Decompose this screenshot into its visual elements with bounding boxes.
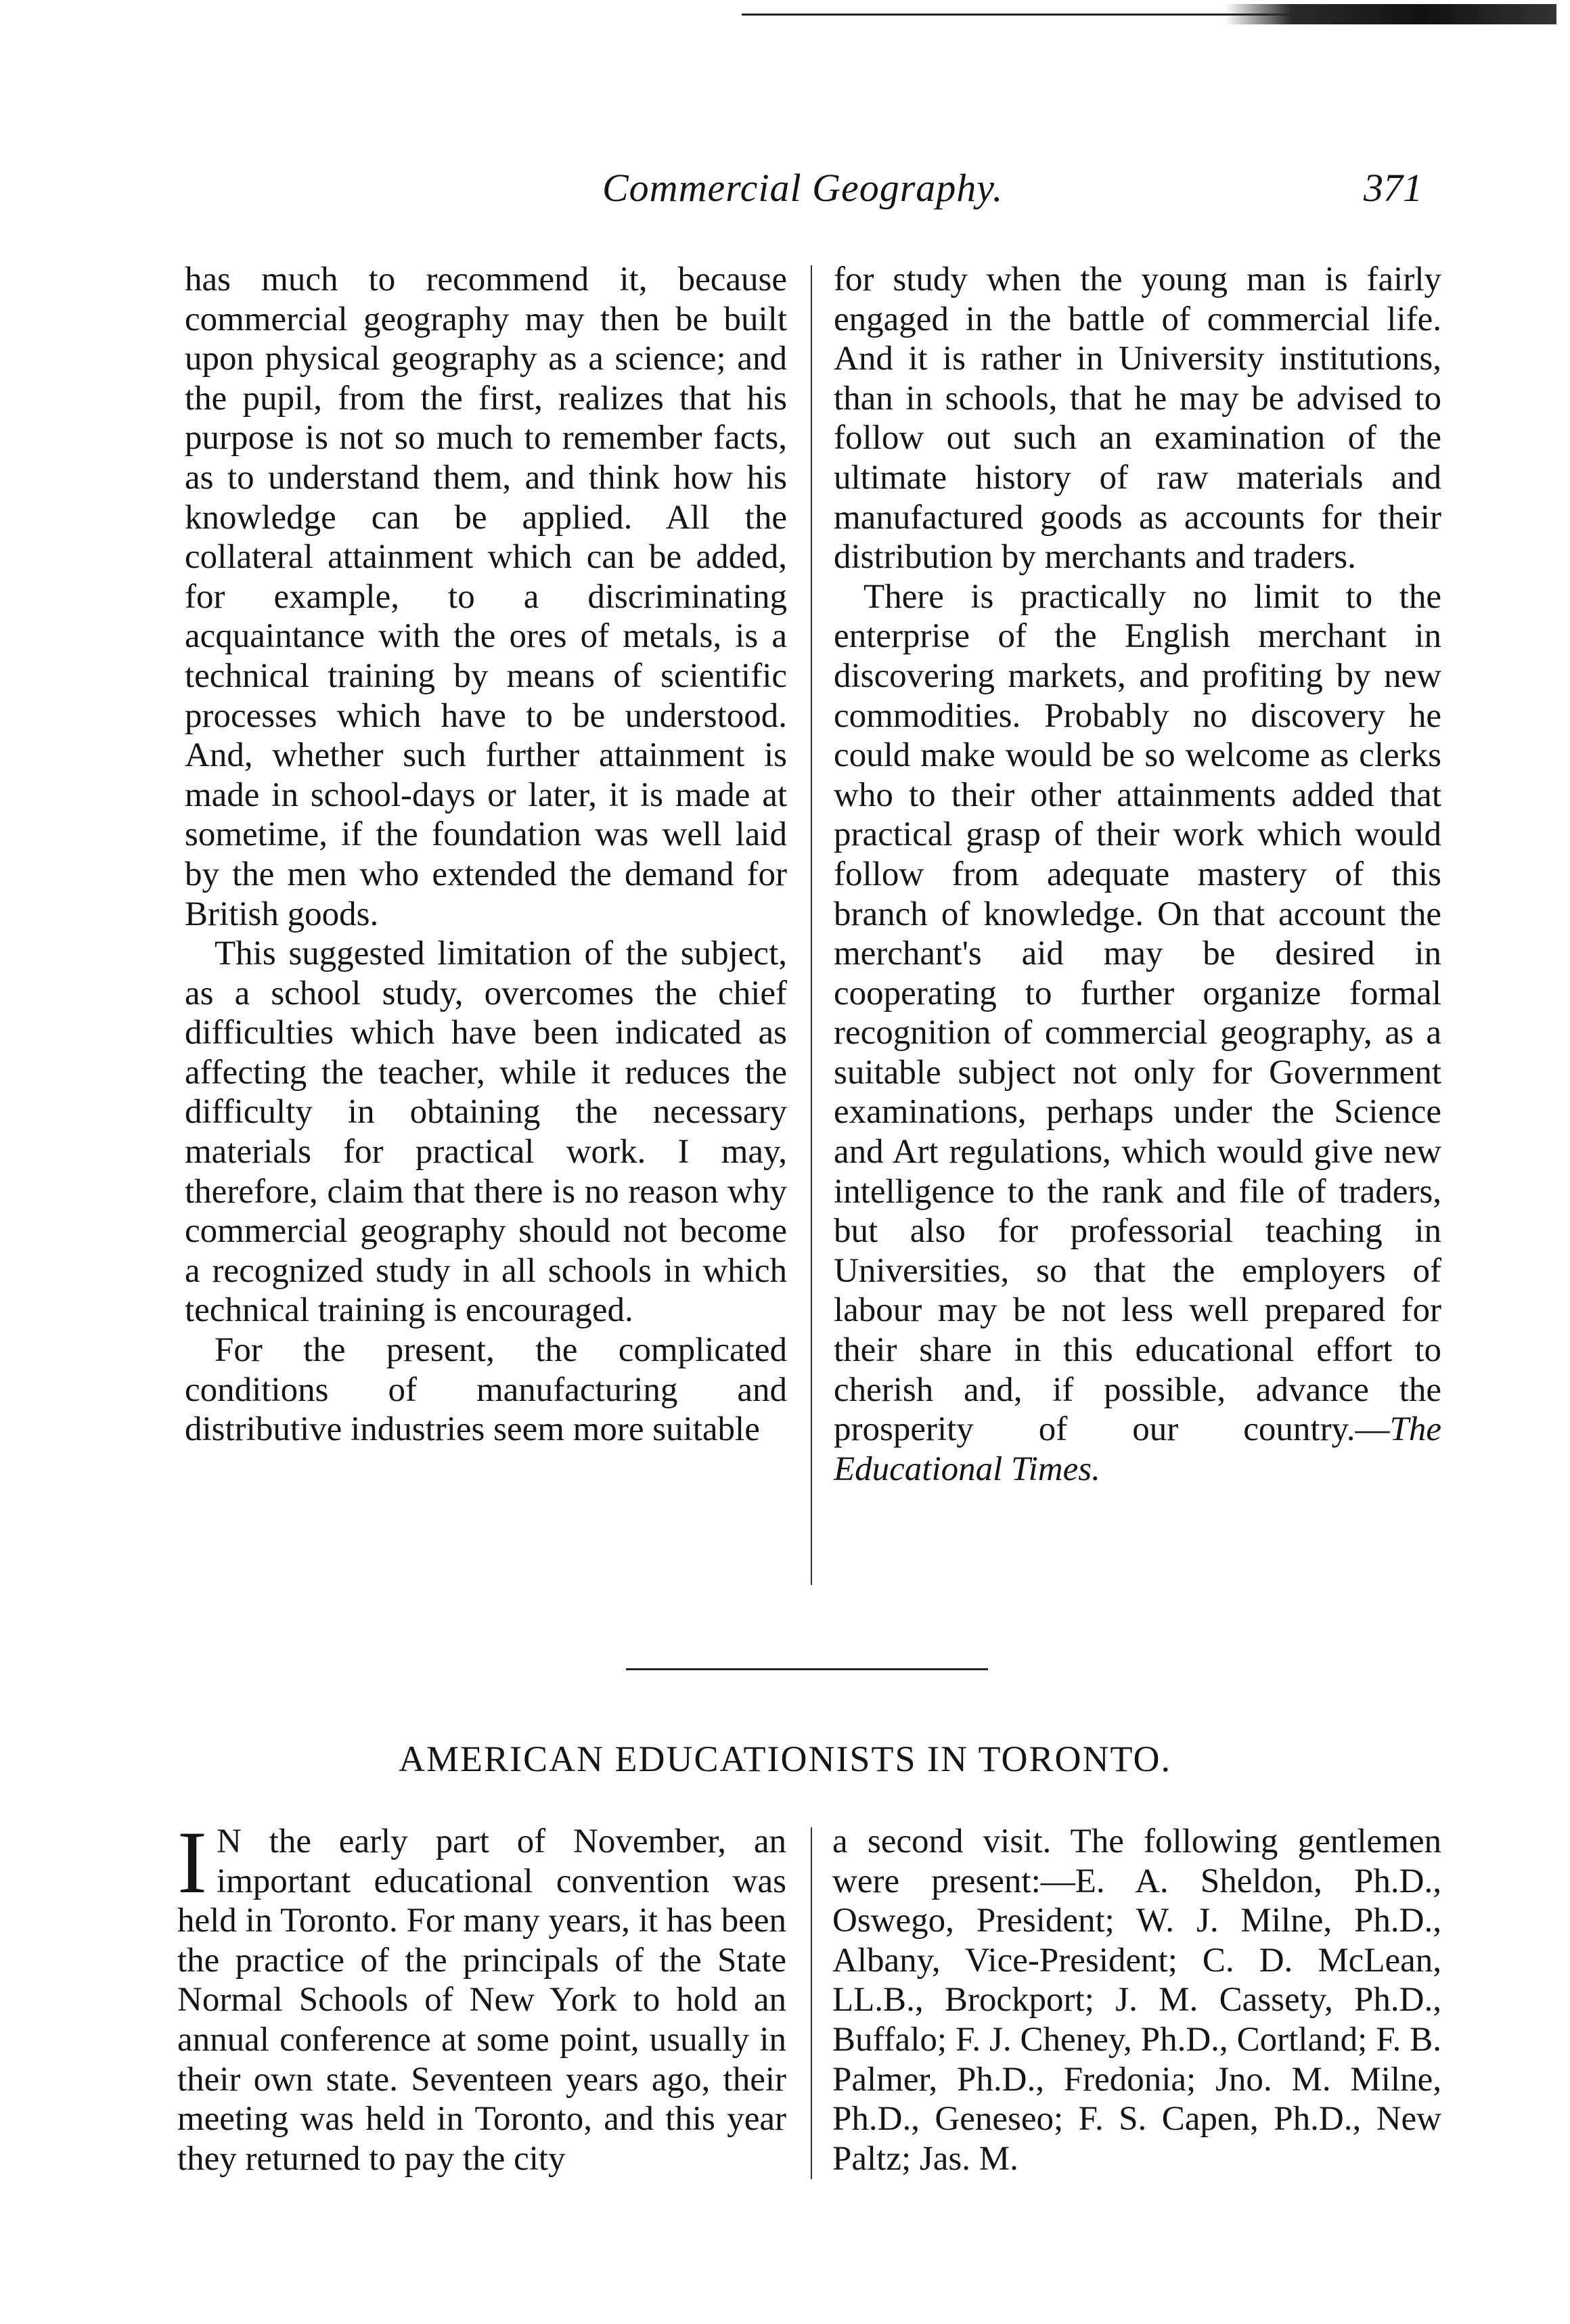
bottom-column-right bbox=[832, 1822, 1441, 2178]
top-column-left bbox=[185, 260, 787, 1450]
paragraph: a second visit. The following gentlemen were present:—E. A. Sheldon, Ph.D., Oswego, President; W. J. Milne, Ph.D., Albany, Vice-President; C. D. McLean, LL.B., Brockport; J. M. Cassety, Ph.D., Buffalo; F. J. Cheney, Ph.D., Cortland; F. B. Palmer, Ph.D., Fredonia; Jno. M. Milne, Ph.D., Geneseo; F. S. Capen, Ph.D., New Paltz; Jas. M. bbox=[832, 1823, 1441, 2178]
drop-cap: I bbox=[177, 1812, 207, 1912]
section-separator-rule bbox=[626, 1668, 988, 1670]
top-column-right bbox=[834, 260, 1441, 1489]
running-head: Commercial Geography. bbox=[602, 166, 1004, 210]
paragraph-text: There is practically no limit to the enterprise of the English merchant in discovering markets, and profiting by new commodities. Probably no discovery he could make would be so welcome as clerks who to their other attainments added that practical grasp of their work which would follow from adequate mastery of this branch of knowledge. On that account the merchant's aid may be desired in cooperating to further organize formal recognition of commercial geography, as a suitable subject not only for Government examinations, perhaps under the Science and Art regulations, which would give new intelligence to the rank and file of traders, but also for professorial teaching in Universities, so that the employers of labour may be not less well prepared for their share in this educational effort to cherish and, if possible, advance the prosperity of our country.— bbox=[834, 577, 1441, 1449]
bottom-column-left bbox=[177, 1812, 786, 2178]
column-divider-top bbox=[811, 265, 812, 1585]
page-number: 371 bbox=[1364, 166, 1422, 210]
paragraph bbox=[177, 1812, 786, 2178]
paragraph: for study when the young man is fairly engaged in the battle of commercial life. And it is rather in University institutions, than in schools, that he may be advised to follow out such an examination of the ultimate history of raw materials and manufactured goods as accounts for their distribution by merchants and traders. bbox=[834, 261, 1441, 577]
paragraph: This suggested limitation of the subject, as a school study, overcomes the chief difficulties which have been indicated as affecting the teacher, while it reduces the difficulty in obtaining the necessary materials for practical work. I may, therefore, claim that there is no reason why commercial geography should not become a recognized study in all schools in which technical training is encouraged. bbox=[185, 935, 787, 1330]
paragraph bbox=[834, 577, 1441, 1490]
paragraph: For the present, the complicated conditions of manufacturing and distributive industries seem more suitable bbox=[185, 1331, 787, 1449]
column-divider-bottom bbox=[811, 1827, 812, 2179]
top-edge-scan-mark bbox=[1225, 4, 1556, 24]
section-heading: AMERICAN EDUCATIONISTS IN TORONTO. bbox=[398, 1739, 1172, 1779]
paragraph-text: N the early part of November, an important educational convention was held in Toronto. For many years, it has been the practice of the principals of the State Normal Schools of New York to hold an annual conference at some point, usually in their own state. Seventeen years ago, their meeting was held in Toronto, and this year they returned to pay the city bbox=[177, 1823, 786, 2178]
paragraph: has much to recommend it, because commercial geography may then be built upon physical geography as a science; and the pupil, from the first, realizes that his purpose is not so much to remember facts, as to understand them, and think how his knowledge can be applied. All the collateral attainment which can be added, for example, to a discriminating acquaintance with the ores of metals, is a technical training by means of scientific processes which have to be understood. And, whether such further attainment is made in school-days or later, it is made at sometime, if the foundation was well laid by the men who extended the demand for British goods. bbox=[185, 261, 787, 933]
source-signature: The Educational Times. bbox=[834, 1410, 1441, 1488]
